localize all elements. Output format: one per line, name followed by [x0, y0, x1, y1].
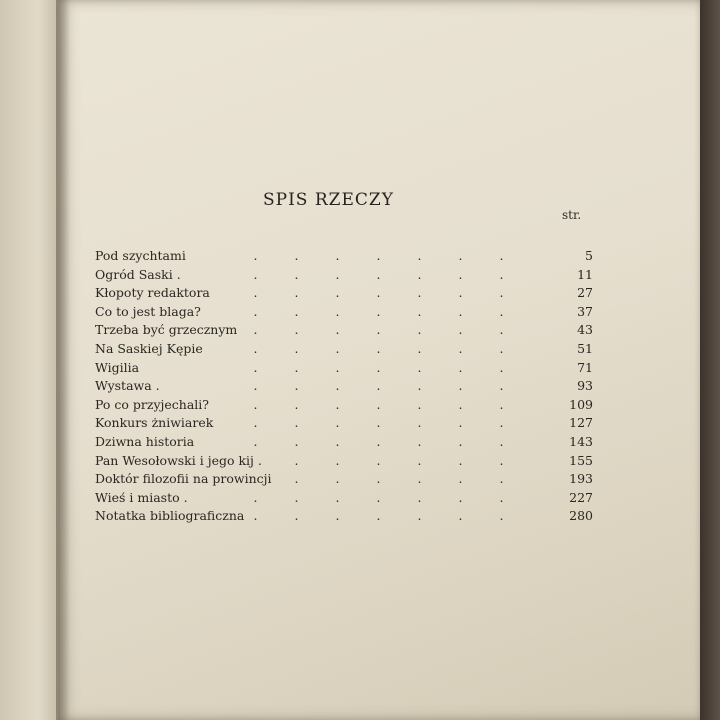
toc-entry-title: Wieś i miasto .: [95, 489, 188, 505]
toc-entry-page: 5: [585, 248, 593, 263]
toc-entry-title: Doktór filozofii na prowincji: [95, 471, 272, 487]
toc-entry-title: Pan Wesołowski i jego kij .: [95, 452, 262, 468]
leader-dots: . . . . . . .: [253, 489, 504, 505]
leader-dots: . . . . . . .: [253, 508, 504, 524]
toc-title: SPIS RZECZY: [263, 190, 394, 210]
toc-entry-title: Konkurs żniwiarek: [95, 415, 214, 431]
toc-entry-page: 280: [569, 508, 593, 524]
leader-dots: . . . . . . .: [253, 396, 504, 412]
toc-entry-page: 11: [577, 266, 593, 282]
leader-dots: . . . . . .: [294, 471, 504, 487]
leader-dots: . . . . . . .: [253, 415, 504, 431]
leader-dots: . . . . . .: [294, 452, 504, 468]
toc-entry-page: 227: [569, 489, 593, 505]
toc-entry-page: 109: [569, 396, 593, 412]
leader-dots: . . . . . . .: [253, 378, 504, 394]
toc-entry-title: Wigilia: [95, 359, 140, 375]
toc-entry-page: 71: [577, 359, 593, 375]
toc-entry-title: Trzeba być grzecznym: [95, 322, 238, 338]
toc-entry-title: Na Saskiej Kępie: [95, 340, 203, 356]
toc-entry-page: 93: [577, 378, 593, 394]
toc-entry: [95, 248, 595, 267]
toc-entry-page: 193: [569, 471, 593, 487]
leader-dots: . . . . . . .: [253, 285, 504, 301]
toc-entry: [95, 490, 595, 509]
toc-entry: [95, 471, 595, 490]
leader-dots: . . . . . . .: [253, 266, 504, 282]
toc-entry-title: Notatka bibliograficzna: [95, 508, 245, 524]
toc-entry: [95, 341, 595, 360]
toc-entry: [95, 378, 595, 397]
toc-entry-page: 43: [577, 322, 593, 338]
toc-entry-page: 51: [577, 340, 593, 356]
leader-dots: . . . . . . .: [253, 433, 504, 449]
page-column-label: str.: [562, 208, 582, 222]
toc-entry-title: Dziwna historia: [95, 433, 195, 449]
toc-entry-page: 37: [577, 303, 593, 319]
toc-entries: [95, 248, 595, 527]
leader-dots: . . . . . . .: [253, 303, 504, 319]
toc-entry-page: 27: [577, 285, 593, 301]
toc-entry: [95, 453, 595, 472]
leader-dots: . . . . . . .: [253, 359, 504, 375]
leader-dots: . . . . . . .: [253, 248, 504, 263]
toc-entry-title: Pod szychtami: [95, 248, 186, 263]
toc-entry: [95, 285, 595, 304]
toc-entry-title: Kłopoty redaktora: [95, 285, 210, 301]
toc-entry: [95, 304, 595, 323]
toc-entry-title: Wystawa .: [95, 378, 160, 394]
leader-dots: . . . . . . .: [253, 322, 504, 338]
toc-entry: [95, 267, 595, 286]
toc-entry-title: Co to jest blaga?: [95, 303, 201, 319]
toc-entry: [95, 508, 595, 527]
toc-entry: [95, 415, 595, 434]
toc-entry-title: Po co przyjechali?: [95, 396, 210, 412]
toc-entry-page: 127: [569, 415, 593, 431]
toc-entry: [95, 360, 595, 379]
toc-entry-title: Ogród Saski .: [95, 266, 181, 282]
leader-dots: . . . . . . .: [253, 340, 504, 356]
toc-entry: [95, 434, 595, 453]
toc-entry-page: 143: [569, 433, 593, 449]
toc-entry: [95, 397, 595, 416]
toc-entry: [95, 322, 595, 341]
toc-entry-page: 155: [569, 452, 593, 468]
